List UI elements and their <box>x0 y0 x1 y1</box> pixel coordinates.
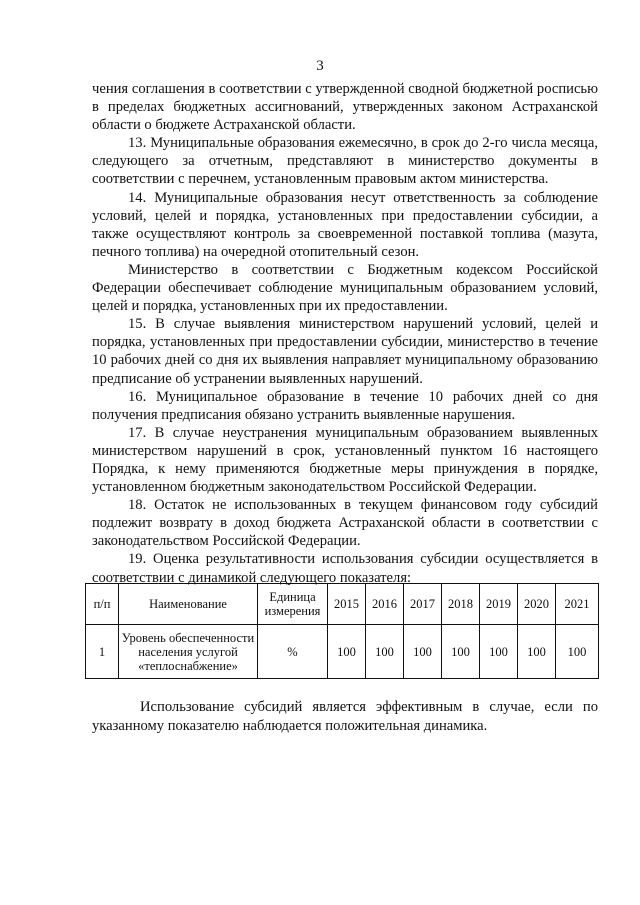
cell-name: Уровень обеспеченности населения услугой «теплоснабжение» <box>119 625 258 679</box>
cell-value: 100 <box>480 625 518 679</box>
header-year: 2015 <box>328 584 366 625</box>
cell-value: 100 <box>404 625 442 679</box>
cell-value: 100 <box>328 625 366 679</box>
paragraph: 16. Муниципальное образование в течение 10 рабочих дней со дня получения предписания обязано устранить выявленные нарушения. <box>92 388 598 423</box>
header-year: 2018 <box>442 584 480 625</box>
header-year: 2019 <box>480 584 518 625</box>
body-text <box>92 80 598 587</box>
header-name: Наименование <box>119 584 258 625</box>
paragraph: Министерство в соответствии с Бюджетным кодексом Российской Федерации обеспечивает соблюдение муниципальным образованием условий, целей и порядка, установленных при их предоставлении. <box>92 261 598 315</box>
header-year: 2017 <box>404 584 442 625</box>
paragraph: 19. Оценка результативности использования субсидии осуществляется в соответствии с динамикой следующего показателя: <box>92 551 598 586</box>
table-row <box>86 625 599 679</box>
cell-unit: % <box>258 625 328 679</box>
cell-value: 100 <box>518 625 556 679</box>
paragraph: 18. Остаток не использованных в текущем финансовом году субсидий подлежит возврату в доход бюджета Астраханской области в соответствии с законодательством Российской Федерации. <box>92 497 598 550</box>
indicator-table <box>85 583 599 679</box>
header-year: 2016 <box>366 584 404 625</box>
header-num: п/п <box>86 584 119 625</box>
paragraph: чения соглашения в соответствии с утвержденной сводной бюджетной росписью в пределах бюджетных ассигнований, утвержденных законом Астраханской области о бюджете Астраханской области. <box>92 81 598 134</box>
header-unit: Единица измерения <box>258 584 328 625</box>
header-year: 2020 <box>518 584 556 625</box>
paragraph: 15. В случае выявления министерством нарушений условий, целей и порядка, установленных при предоставлении субсидии, министерство в течение 10 рабочих дней со дня их выявления направляет муниципальному образованию предписание об устранении выявленных нарушений. <box>92 316 598 387</box>
cell-value: 100 <box>366 625 404 679</box>
cell-value: 100 <box>442 625 480 679</box>
cell-value: 100 <box>556 625 599 679</box>
cell-num: 1 <box>86 625 119 679</box>
header-year: 2021 <box>556 584 599 625</box>
table-header-row <box>86 584 599 625</box>
page-number: 3 <box>316 58 324 74</box>
paragraph: 14. Муниципальные образования несут ответственность за соблюдение условий, целей и порядка, установленных при предоставлении субсидии, а также осуществляют контроль за своевременной поставкой топлива (мазута, печного топлива) на очередной отопительный сезон. <box>92 189 598 260</box>
closing-paragraph: Использование субсидий является эффективным в случае, если по указанному показателю наблюдается положительная динамика. <box>92 699 598 734</box>
paragraph: 17. В случае неустранения муниципальным образованием выявленных министерством нарушений в срок, установленный пунктом 16 настоящего Порядка, к нему применяются бюджетные меры принуждения в порядке, установленном бюджетным законодательством Российской Федерации. <box>92 424 598 496</box>
paragraph: 13. Муниципальные образования ежемесячно, в срок до 2-го числа месяца, следующего за отчетным, представляют в министерство документы в соответствии с перечнем, установленным правовым актом министерства. <box>92 135 598 188</box>
